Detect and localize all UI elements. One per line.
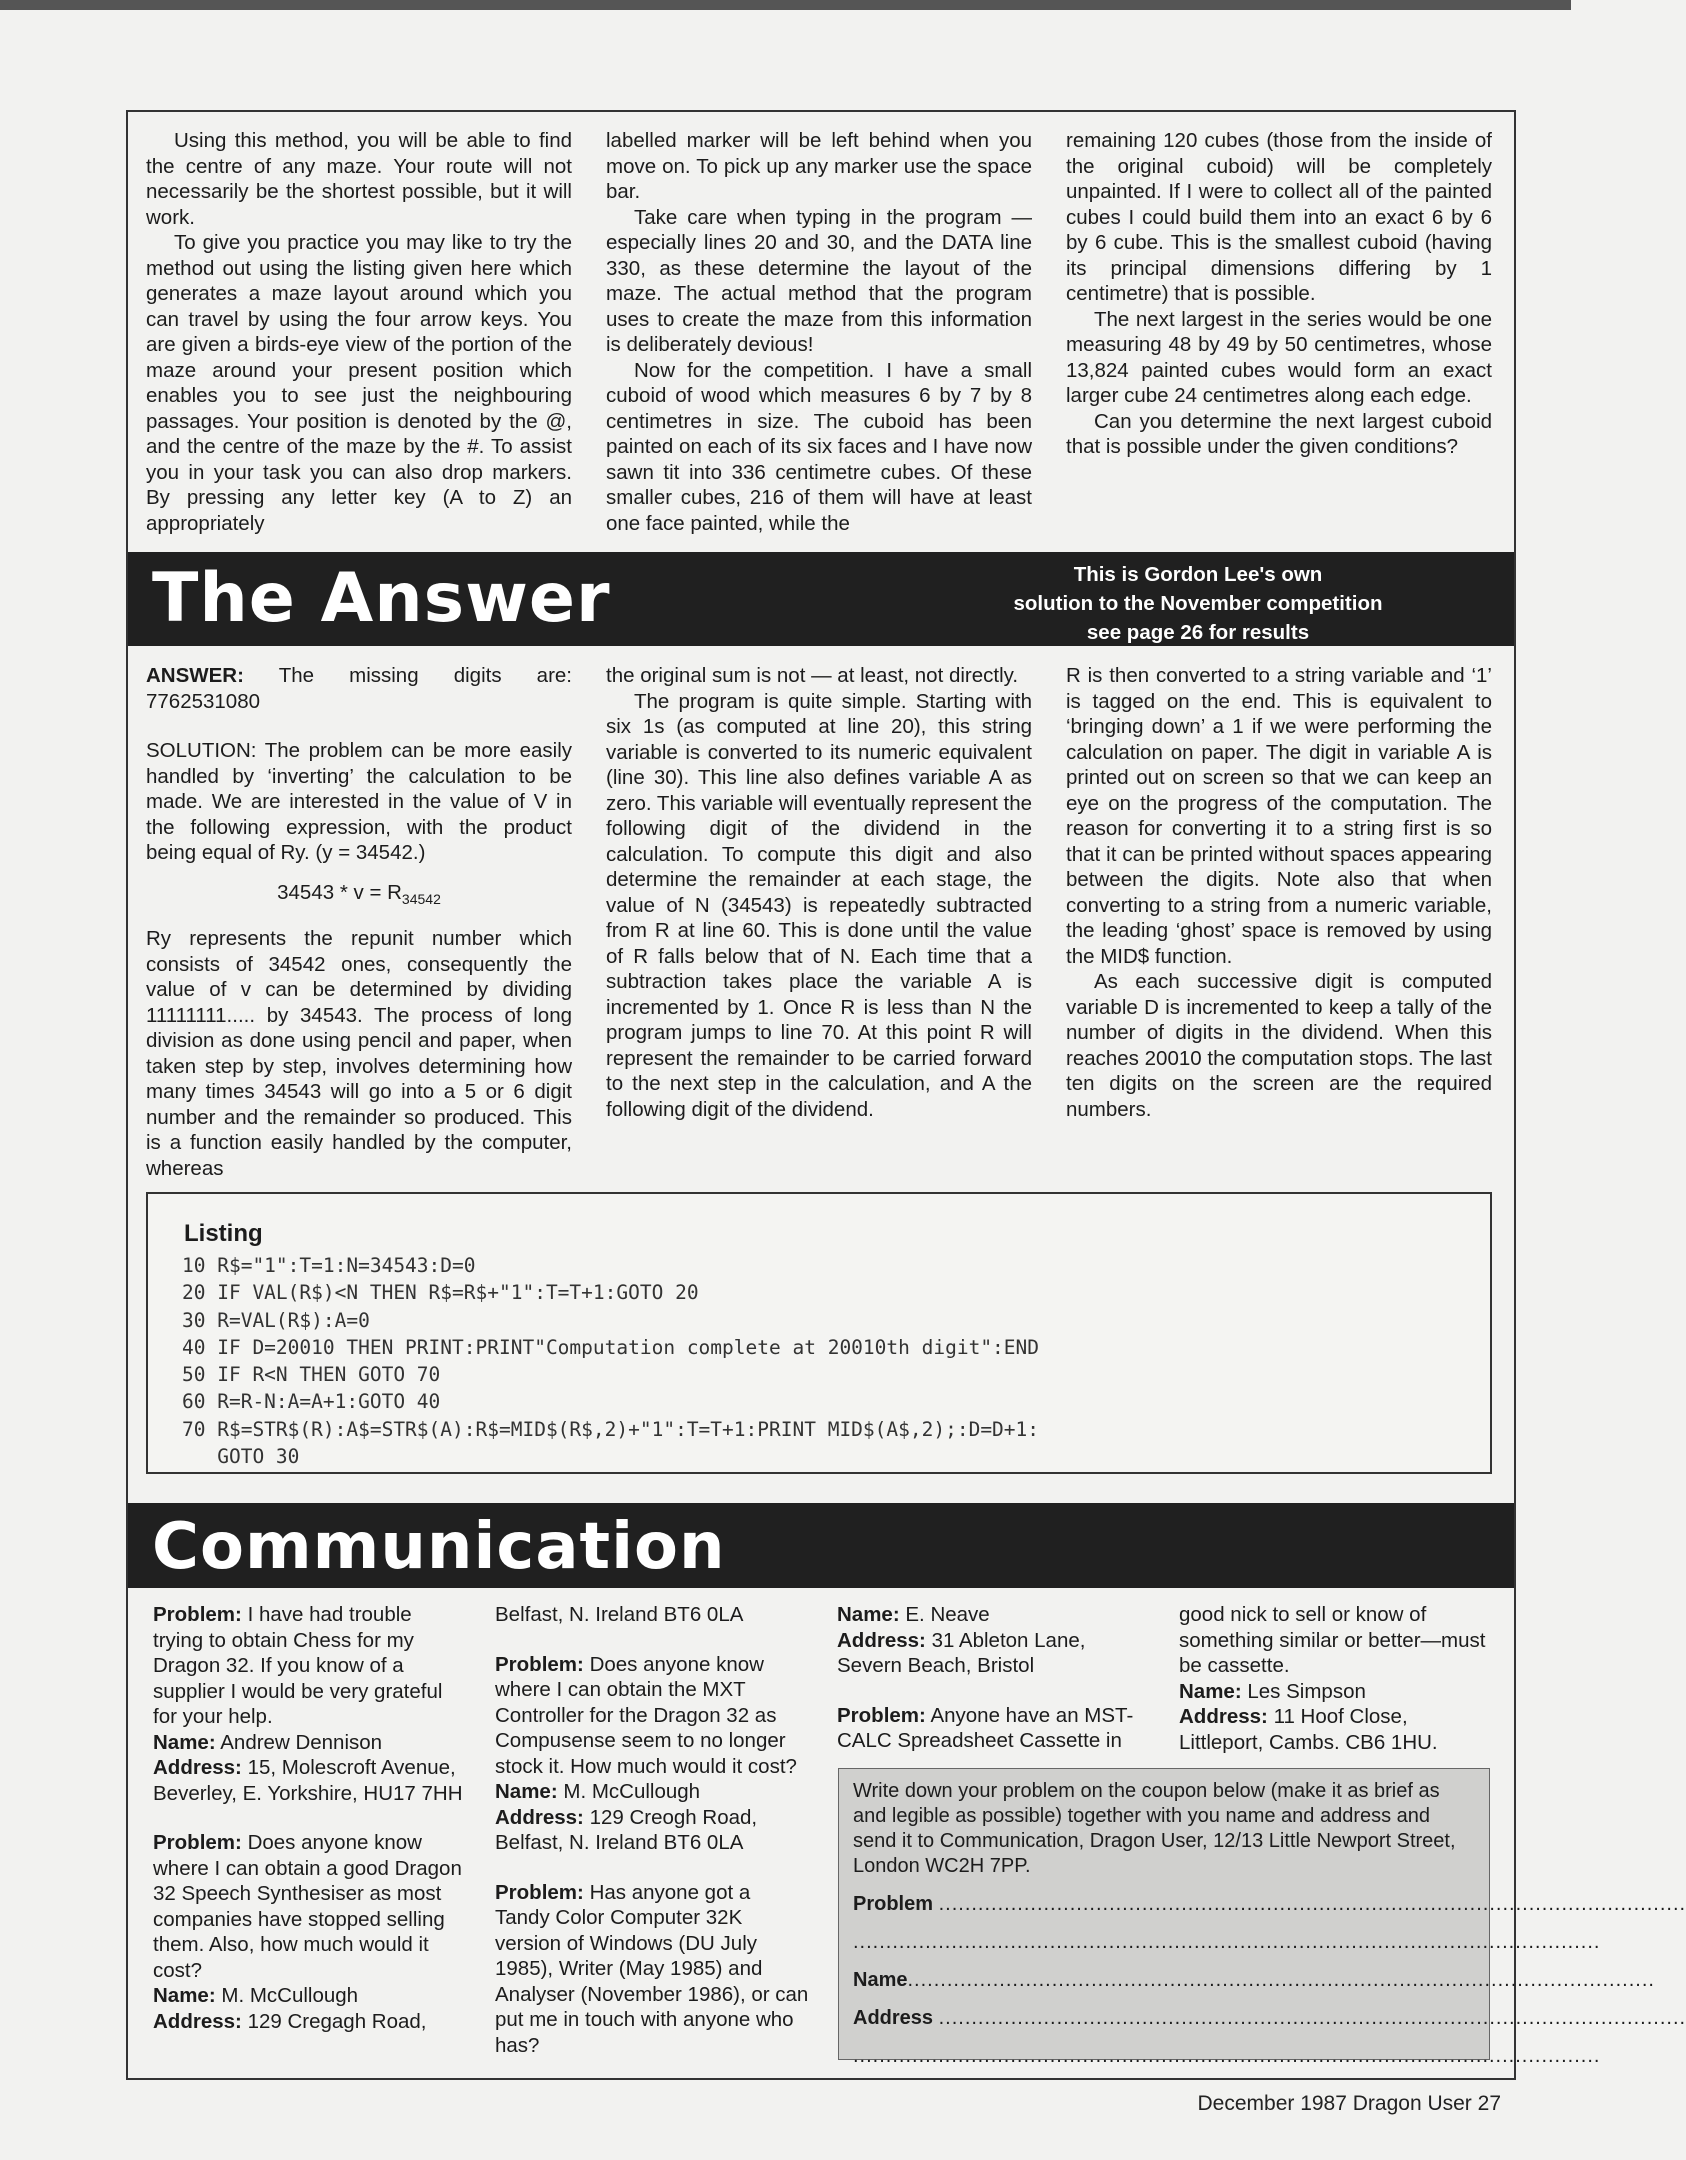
problem-text: Does anyone know where I can obtain a good Dragon 32 Speech Synthesiser as most companies have stopped selling them. Also, how much would it cost? [153, 1831, 462, 1982]
paragraph: Now for the competition. I have a small cuboid of wood which measures 6 by 7 by 8 centimetres in size. The cuboid has been painted on each of its six faces and I have now sawn tit into 336 centimetre cubes. Of these smaller cubes, 216 of them will have at least one face painted, while the [606, 358, 1032, 535]
paragraph: Ry represents the repunit number which consists of 34542 ones, consequently the value of v can be determined by dividing 11111111..... by 34543. The process of long division as done using pencil and paper, when taken step by step, involves determining how many times 34543 will go into a 5 or 6 digit number and the remainder so produced. This is a function easily handled by the computer, whereas [146, 927, 572, 1180]
formula-text: 34543 * v = R [277, 880, 402, 904]
solution-paragraph: SOLUTION: The problem can be more easily handled by ‘inverting’ the calculation to be made. We are interested in the value of V in the following expression, with the product being equal of Ry. (y = 34542.) [146, 739, 572, 864]
code-line: 20 IF VAL(R$)<N THEN R$=R$+"1":T=T+1:GOTO 20 [182, 1281, 699, 1305]
answer-banner [128, 552, 1514, 646]
name-label: Name: [153, 1984, 216, 2007]
coupon-problem-line[interactable] [853, 1892, 1686, 1917]
address-label: Address: [153, 1756, 242, 1779]
problem-text: I have had trouble trying to obtain Chess for my Dragon 32. If you know of a supplier I would be very grateful for your help. [153, 1603, 443, 1728]
paragraph: remaining 120 cubes (those from the inside of the original cuboid) will be completely unpainted. If I were to collect all of the painted cubes I could build them into an exact 6 by 6 by 6 cube. This is the smallest cuboid (having its principal dimensions differing by 1 centimetre) that is possible. [1066, 129, 1492, 305]
address-text: 129 Creogh Road, Belfast, N. Ireland BT6 0LA [495, 1805, 758, 1854]
address-text: 31 Ableton Lane, Severn Beach, Bristol [837, 1628, 1086, 1677]
address-label: Address: [1179, 1705, 1268, 1728]
address-text: 15, Molescroft Avenue, Beverley, E. Yorkshire, HU17 7HH [153, 1756, 463, 1805]
name-label: Name: [837, 1603, 900, 1626]
paragraph: Can you determine the next largest cuboid that is possible under the given conditions? [1066, 409, 1492, 458]
address-entry [837, 1628, 1151, 1679]
paragraph: The program is quite simple. Starting with six 1s (as computed at line 20), this string variable is converted to its numeric equivalent (line 30). This line also defines variable A as zero. This variable will eventually represent the following digit of the dividend in the calculation. To compute this digit and also determine the remainder at each stage, the value of N (34543) is repeatedly subtracted from R at line 60. This is done until the value of R falls below that of N. Each time that a subtraction takes place the variable A is incremented by 1. Once R is less than N the program jumps to line 70. At this point R will represent the remainder to be carried forward to the next step in the calculation, and A the following digit of the dividend. [606, 689, 1032, 1121]
code-line: 30 R=VAL(R$):A=0 [182, 1308, 370, 1332]
coupon-problem-label: Problem [853, 1893, 934, 1915]
code-line: 60 R=R-N:A=A+1:GOTO 40 [182, 1390, 441, 1414]
name-text: Andrew Dennison [220, 1730, 383, 1754]
paragraph: To give you practice you may like to try the method out using the listing given here which generates a maze layout around which you can travel by using the four arrow keys. You are given a birds-eye view of the portion of the maze around your present position which enables you to see just the neighbouring passages. Your position is denoted by the @, and the centre of the maze by the #. To assist you in your task you can also drop markers. By pressing any letter key (A to Z) an appropriately [146, 231, 572, 535]
coupon-blank-line[interactable] [853, 2044, 1601, 2069]
answer-column-2 [606, 663, 1032, 1181]
coupon-address-line[interactable] [853, 2006, 1686, 2031]
formula [146, 880, 572, 913]
communication-column-1 [153, 1602, 467, 2058]
answer-column-3 [1066, 663, 1492, 1181]
name-label: Name: [153, 1730, 216, 1754]
problem-text: Does anyone know where I can obtain the MXT Controller for the Dragon 32 as Compusense seem to no longer stock it. How much would it cost? [495, 1652, 797, 1778]
communication-banner [128, 1503, 1514, 1588]
address-label: Address: [837, 1628, 926, 1652]
address-entry [153, 1755, 467, 1806]
intro-column-1 [146, 128, 572, 536]
answer-note [808, 560, 1588, 647]
name-entry [153, 1730, 467, 1756]
address-text: 129 Cregagh Road, [247, 2009, 427, 2033]
answer-text: The missing digits are: 7762531080 [146, 664, 572, 713]
paragraph: the original sum is not — at least, not directly. [606, 664, 1019, 687]
listing-title: Listing [184, 1220, 263, 1247]
problem-text: Anyone have an MST-CALC Spreadsheet Cassette in [837, 1703, 1134, 1752]
problem-entry [153, 1602, 467, 1730]
address-text: 11 Hoof Close, Littleport, Cambs. CB6 1HU. [1179, 1705, 1438, 1754]
paragraph: R is then converted to a string variable and ‘1’ is tagged on the end. This is equivalent to ‘bringing down’ a 1 if we were performing the calculation on paper. The digit in variable A is printed out on screen so that we can keep an eye on the progress of the computation. The reason for converting it to a string first is so that it can be printed without spaces appearing between the digits. Note also that when converting to a string from a numeric variable, the leading ‘ghost’ space is removed by using the MID$ function. [1066, 664, 1492, 968]
problem-text: Has anyone got a Tandy Color Computer 32K version of Windows (DU July 1985), Writer (May 1985) and Analyser (November 1986), or can put me in touch with anyone who has? [495, 1880, 809, 2057]
code-line: 50 IF R<N THEN GOTO 70 [182, 1363, 441, 1387]
coupon-blank-line[interactable] [853, 1930, 1601, 1955]
coupon-box [838, 1768, 1686, 2067]
coupon-name-line[interactable] [853, 1968, 1655, 1993]
paragraph: Take care when typing in the program — especially lines 20 and 30, and the DATA line 330, as these determine the layout of the maze. The actual method that the program uses to create the maze from this information is deliberately devious! [606, 205, 1032, 356]
communication-title: Communication [152, 1510, 726, 1584]
problem-label: Problem: [837, 1703, 926, 1727]
answer-note-line: see page 26 for results [1086, 621, 1310, 644]
communication-column-2 [495, 1602, 809, 2058]
code-line: 10 R$="1":T=1:N=34543:D=0 [182, 1254, 476, 1277]
name-text: M. McCullough [563, 1780, 701, 1803]
paragraph: Using this method, you will be able to find the centre of any maze. Your route will not necessarily be the shortest possible, but it will work. [146, 129, 572, 229]
answer-title: The Answer [152, 559, 611, 638]
page-top-edge [0, 0, 1571, 10]
dotted-line: .................................................................................................................. [938, 1893, 1686, 1915]
page-footer: December 1987 Dragon User 27 [1197, 2092, 1501, 2115]
problem-entry [495, 1880, 809, 2059]
coupon-name-label: Name [853, 1969, 908, 1991]
listing-code [182, 1252, 1039, 1470]
intro-column-2 [606, 128, 1032, 536]
formula-subscript: 34542 [401, 890, 441, 907]
dotted-line: .................................................................................................................. [938, 2007, 1686, 2029]
coupon-address-label: Address [853, 2007, 934, 2029]
address-entry [495, 1805, 809, 1856]
address-label: Address: [153, 2009, 242, 2033]
coupon-instructions: Write down your problem on the coupon below (make it as brief as and legible as possible) together with you name and address and send it to Communication, Dragon User, 12/13 Little Newport Street, London WC2H 7PP. [853, 1780, 1456, 1877]
paragraph: As each successive digit is computed variable D is incremented to keep a tally of the number of digits in the dividend. When this reaches 20010 the computation stops. The last ten digits on the screen are the required numbers. [1066, 970, 1492, 1121]
problem-entry [837, 1703, 1151, 1754]
name-entry [837, 1602, 1151, 1628]
problem-label: Problem: [153, 1603, 242, 1626]
listing-box [146, 1192, 1492, 1474]
code-line: 70 R$=STR$(R):A$=STR$(A):R$=MID$(R$,2)+"1":T=T+1:PRINT MID$(A$,2);:D=D+1: [182, 1417, 1040, 1441]
address-entry [153, 2009, 467, 2035]
name-text: E. Neave [905, 1603, 990, 1626]
code-line: GOTO 30 [182, 1445, 300, 1469]
problem-entry [153, 1830, 467, 1983]
name-label: Name: [495, 1780, 558, 1803]
answer-line [146, 663, 572, 714]
name-label: Name: [1179, 1679, 1242, 1703]
name-entry [153, 1983, 467, 2009]
paragraph: labelled marker will be left behind when you move on. To pick up any marker use the space bar. [606, 129, 1032, 203]
problem-entry [495, 1652, 809, 1780]
dotted-line: .................................................................................................................. [853, 2045, 1601, 2067]
address-label: Address: [495, 1805, 584, 1829]
intro-article [146, 128, 1492, 536]
answer-note-line: This is Gordon Lee's own [1073, 563, 1323, 586]
intro-column-3 [1066, 128, 1492, 536]
dotted-line: .................................................................................................................. [907, 1969, 1655, 1991]
answer-label: ANSWER: [146, 664, 244, 687]
problem-label: Problem: [495, 1880, 584, 1904]
answer-column-1 [146, 663, 572, 1181]
address-continuation: Belfast, N. Ireland BT6 0LA [495, 1603, 744, 1626]
name-entry [495, 1779, 809, 1805]
paragraph: The next largest in the series would be one measuring 48 by 49 by 50 centimetres, whose 13,824 painted cubes would form an exact larger cube 24 centimetres along each edge. [1066, 307, 1492, 407]
problem-label: Problem: [495, 1652, 584, 1676]
name-text: Les Simpson [1247, 1679, 1366, 1703]
answer-note-line: solution to the November competition [1013, 592, 1383, 615]
code-line: 40 IF D=20010 THEN PRINT:PRINT"Computation complete at 20010th digit":END [182, 1335, 1040, 1359]
dotted-line: .................................................................................................................. [853, 1931, 1601, 1953]
name-entry [1179, 1679, 1493, 1705]
problem-continuation: good nick to sell or know of something similar or better—must be cassette. [1179, 1603, 1486, 1677]
address-entry [1179, 1704, 1493, 1755]
problem-label: Problem: [153, 1831, 242, 1854]
answer-article [146, 663, 1492, 1181]
name-text: M. McCullough [221, 1984, 359, 2007]
